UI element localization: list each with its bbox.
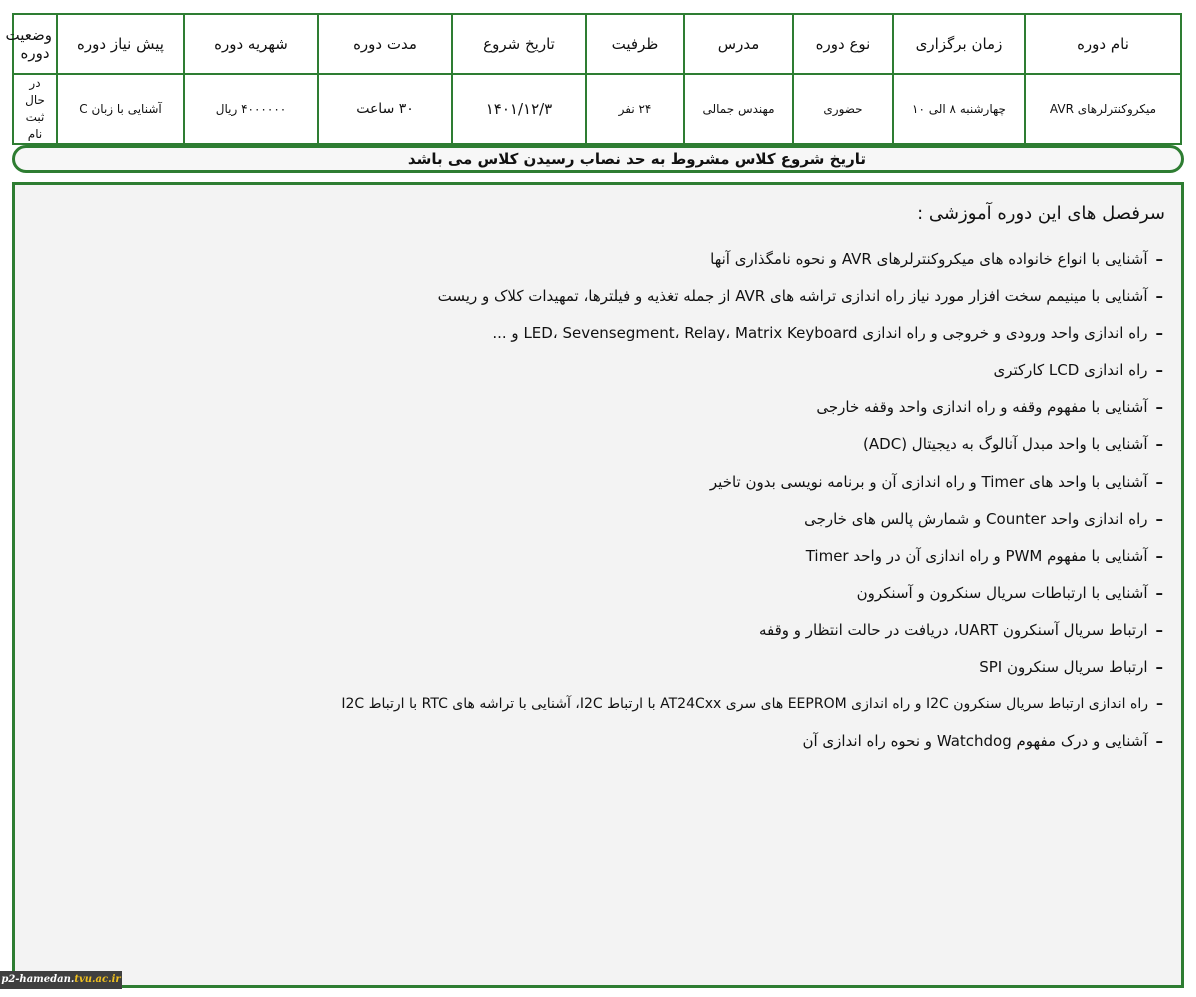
- topic-text: آشنایی و درک مفهوم Watchdog و نحوه راه اندازی آن: [802, 732, 1148, 751]
- start-date-notice: تاریخ شروع کلاس مشروط به حد نصاب رسیدن کلاس می باشد: [12, 145, 1184, 173]
- cell-schedule: چهارشنبه ۸ الی ۱۰: [893, 74, 1025, 144]
- header-instructor: مدرس: [684, 14, 793, 74]
- list-item: [341, 393, 1163, 430]
- list-item: [341, 282, 1163, 319]
- cell-status: در حال ثبت نام: [13, 74, 57, 144]
- bullet-dash: –: [1155, 546, 1163, 565]
- cell-course-name: میکروکنترلرهای AVR: [1025, 74, 1181, 144]
- topic-text: آشنایی با واحد های Timer و راه اندازی آن و برنامه نویسی بدون تاخیر: [709, 472, 1148, 491]
- bullet-dash: –: [1155, 361, 1163, 380]
- list-item: [341, 690, 1163, 727]
- syllabus-title: سرفصل های این دوره آموزشی :: [917, 203, 1165, 224]
- list-item: [341, 505, 1163, 542]
- header-capacity: ظرفیت: [586, 14, 684, 74]
- syllabus-topic-list: [341, 245, 1163, 764]
- cell-capacity: ۲۴ نفر: [586, 74, 684, 144]
- topic-text: آشنایی با مفهوم PWM و راه اندازی آن در واحد Timer: [805, 546, 1148, 565]
- list-item: [341, 468, 1163, 505]
- bullet-dash: –: [1155, 658, 1163, 677]
- bullet-dash: –: [1155, 583, 1163, 602]
- topic-text: راه اندازی واحد ورودی و خروجی و راه اندازی LED، Sevensegment، Relay، Matrix Keyboard و ...: [492, 324, 1148, 343]
- bullet-dash: –: [1155, 287, 1163, 306]
- bullet-dash: –: [1155, 250, 1163, 268]
- bullet-dash: –: [1155, 435, 1163, 454]
- header-tuition: شهریه دوره: [184, 14, 318, 74]
- bullet-dash: –: [1155, 620, 1163, 639]
- bullet-dash: –: [1156, 696, 1163, 713]
- site-watermark: [0, 971, 122, 989]
- watermark-domain: tvu.ac.ir: [74, 974, 121, 985]
- list-item: [341, 616, 1163, 653]
- topic-text: آشنایی با ارتباطات سریال سنکرون و آسنکرون: [856, 583, 1148, 602]
- topic-text: راه اندازی LCD کارکتری: [993, 361, 1148, 380]
- cell-instructor: مهندس جمالی: [684, 74, 793, 144]
- topic-text: آشنایی با واحد مبدل آنالوگ به دیجیتال (ADC): [863, 435, 1148, 454]
- topic-text: آشنایی با انواع خانواده های میکروکنترلرهای AVR و نحوه نامگذاری آنها: [710, 250, 1148, 268]
- topic-text: ارتباط سریال سنکرون SPI: [979, 658, 1148, 677]
- course-info-table: [5, 13, 1182, 145]
- header-prerequisite: پیش نیاز دوره: [57, 14, 184, 74]
- bullet-dash: –: [1155, 472, 1163, 491]
- list-item: [341, 653, 1163, 690]
- cell-tuition: ۴۰۰۰۰۰۰ ریال: [184, 74, 318, 144]
- cell-duration: ۳۰ ساعت: [318, 74, 452, 144]
- topic-text: راه اندازی ارتباط سریال سنکرون I2C و راه اندازی EEPROM های سری AT24Cxx با ارتباط I2C، آشنایی با تراشه های RTC با ارتباط I2C: [341, 696, 1148, 713]
- bullet-dash: –: [1155, 398, 1163, 417]
- list-item: [341, 245, 1163, 282]
- cell-start-date: ۱۴۰۱/۱۲/۳: [452, 74, 586, 144]
- syllabus-panel: [12, 182, 1184, 988]
- header-duration: مدت دوره: [318, 14, 452, 74]
- list-item: [341, 356, 1163, 393]
- list-item: [341, 319, 1163, 356]
- header-start-date: تاریخ شروع: [452, 14, 586, 74]
- topic-text: ارتباط سریال آسنکرون UART، دریافت در حالت انتظار و وقفه: [758, 620, 1148, 639]
- table-row: [13, 74, 1181, 144]
- topic-text: راه اندازی واحد Counter و شمارش پالس های خارجی: [804, 509, 1148, 528]
- bullet-dash: –: [1155, 732, 1163, 751]
- header-course-name: نام دوره: [1025, 14, 1181, 74]
- list-item: [341, 727, 1163, 764]
- list-item: [341, 430, 1163, 467]
- list-item: [341, 579, 1163, 616]
- header-status: وضعیت دوره: [13, 14, 57, 74]
- list-item: [341, 542, 1163, 579]
- topic-text: آشنایی با مفهوم وقفه و راه اندازی واحد وقفه خارجی: [816, 398, 1148, 417]
- topic-text: آشنایی با مینیمم سخت افزار مورد نیاز راه اندازی تراشه های AVR از جمله تغذیه و فیلترها، تمهیدات کلاک و ریست: [437, 287, 1148, 306]
- bullet-dash: –: [1155, 509, 1163, 528]
- watermark-prefix: p2-hamedan.: [1, 974, 75, 985]
- header-schedule: زمان برگزاری: [893, 14, 1025, 74]
- table-header-row: [13, 14, 1181, 74]
- bullet-dash: –: [1155, 324, 1163, 343]
- cell-prerequisite: آشنایی با زبان C: [57, 74, 184, 144]
- header-course-type: نوع دوره: [793, 14, 893, 74]
- cell-course-type: حضوری: [793, 74, 893, 144]
